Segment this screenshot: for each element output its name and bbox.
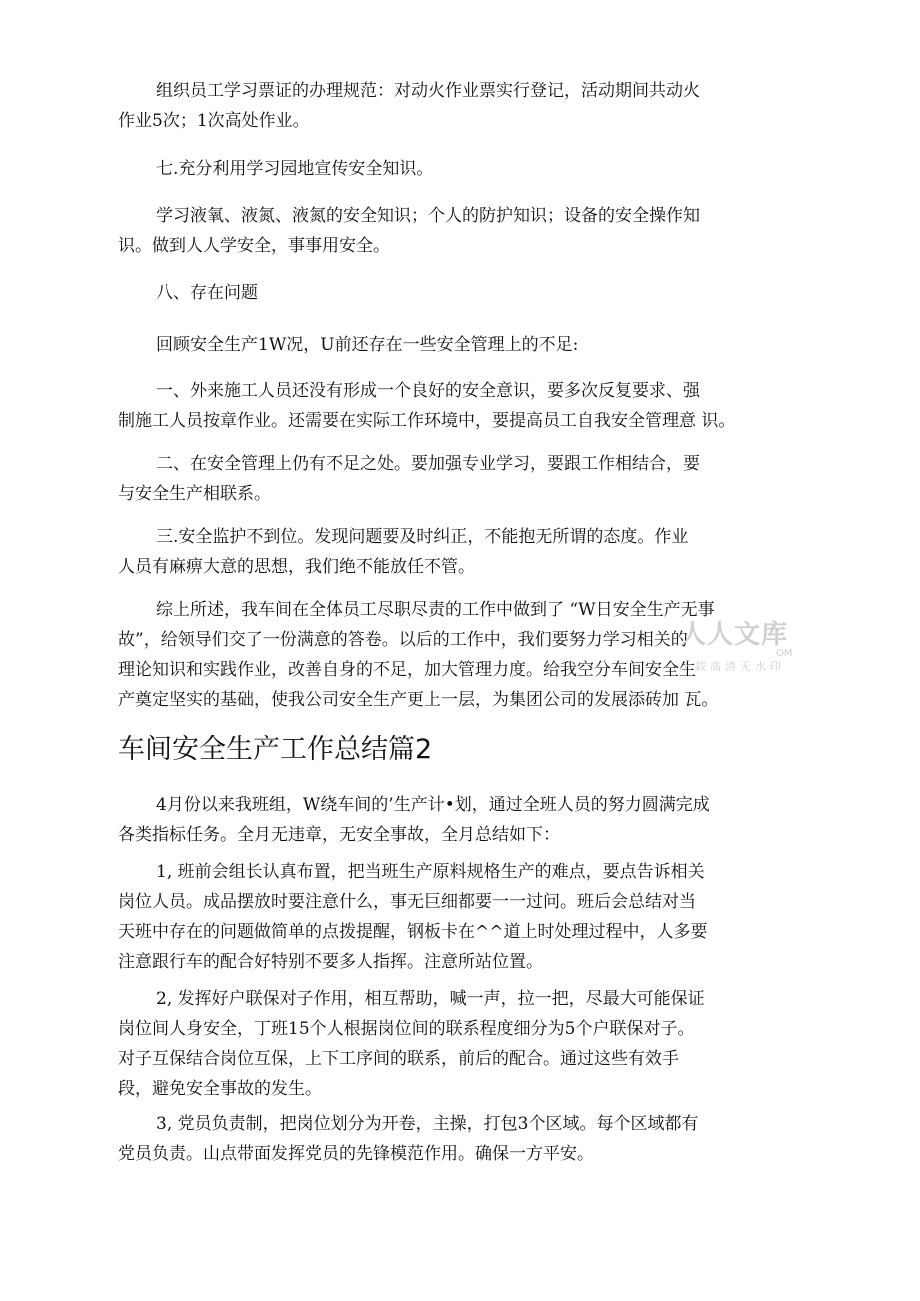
paragraph-line: 3, 党员负责制，把岗位划分为开卷，主操，打包3个区域。每个区域都有 [156, 1114, 699, 1134]
paragraph-line: 回顾安全生产1W况，U前还存在一些安全管理上的不足: [156, 335, 579, 355]
paragraph-point-one [118, 857, 798, 977]
paragraph-line: 对子互保结合岗位互保，上下工序间的联系，前后的配合。通过这些有效手 [118, 1049, 679, 1069]
paragraph-line: 党员负责。山点带面发挥党员的先锋模范作用。确保一方平安。 [118, 1144, 594, 1164]
paragraph-section-seven [118, 154, 798, 184]
paragraph-line: 1, 班前会组长认真布置，把当班生产原料规格生产的难点，要点告诉相关 [156, 862, 705, 882]
paragraph-line: 岗位人员。成品摆放时要注意什么，事无巨细都要一一过问。班后会总结对当 [118, 892, 696, 912]
paragraph-line: 产奠定坚实的基础，使我公司安全生产更上一层，为集团公司的发展添砖加 瓦。 [118, 690, 719, 710]
paragraph-line: 人员有麻痹大意的思想，我们绝不能放任不管。 [118, 557, 475, 577]
paragraph-conclusion [118, 595, 798, 715]
watermark-domain: OM [776, 648, 793, 659]
paragraph-line: 综上所述，我车间在全体员工尽职尽责的工作中做到了 “W日安全生产无事 [156, 600, 715, 620]
paragraph-section-eight [118, 278, 798, 308]
paragraph-issue-two [118, 449, 798, 509]
paragraph-line: 各类指标任务。全月无违章，无安全事故，全月总结如下： [118, 825, 560, 845]
paragraph-line: 作业5次；1次高处作业。 [118, 111, 310, 131]
paragraph-line: 七.充分利用学习园地宣传安全知识。 [156, 159, 434, 179]
paragraph-issue-one [118, 376, 798, 436]
paragraph-review [118, 330, 798, 360]
paragraph-line: 天班中存在的问题做简单的点拨提醒，钢板卡在^^道上时处理过程中，人多要 [118, 922, 708, 942]
paragraph-line: 二、在安全管理上仍有不足之处。要加强专业学习，要跟工作相结合，要 [156, 454, 700, 474]
paragraph-line: 4月份以来我班组，W绕车间的’生产计•划，通过全班人员的努力圆满完成 [156, 795, 710, 815]
paragraph-line: 三.安全监护不到位。发现问题要及时纠正，不能抱无所谓的态度。作业 [156, 527, 689, 547]
paragraph-line: 理论知识和实践作业，改善自身的不足，加大管理力度。给我空分车间安全生 [118, 660, 696, 680]
paragraph-safety-knowledge [118, 201, 798, 261]
paragraph-line: 制施工人员按章作业。还需要在实际工作环境中，要提高员工自我安全管理意 识。 [118, 411, 736, 431]
paragraph-issue-three [118, 522, 798, 582]
paragraph-line: 组织员工学习票证的办理规范：对动火作业票实行登记，活动期间共动火 [156, 81, 700, 101]
paragraph-point-two [118, 984, 798, 1104]
paragraph-intro-april [118, 790, 798, 850]
paragraph-line: 一、外来施工人员还没有形成一个良好的安全意识，要多次反复要求、强 [156, 381, 700, 401]
section-heading: 车间安全生产工作总结篇2 [118, 734, 433, 765]
watermark-title: 人人文库 [680, 620, 789, 650]
paragraph-line: 注意跟行车的配合好特别不要多人指挥。注意所站位置。 [118, 952, 543, 972]
paragraph-line: 岗位间人身安全，丁班15个人根据岗位间的联系程度细分为5个户联保对子。 [118, 1019, 695, 1039]
paragraph-line: 八、存在问题 [156, 283, 258, 303]
paragraph-line: 2, 发挥好户联保对子作用，相互帮助，喊一声，拉一把，尽最大可能保证 [156, 989, 705, 1009]
paragraph-point-three [118, 1109, 798, 1169]
paragraph-line: 与安全生产相联系。 [118, 484, 271, 504]
paragraph-line: 故”，给领导们交了一份满意的答卷。以后的工作中，我们要努力学习相关的 [118, 630, 688, 650]
paragraph-line: 学习液氧、液氮、液氮的安全知识；个人的防护知识；设备的安全操作知 [156, 206, 700, 226]
watermark-subtitle: 下载高清无水印 [680, 660, 785, 673]
paragraph-line: 识。做到人人学安全，事事用安全。 [118, 236, 390, 256]
paragraph-ticket-norms [118, 76, 798, 136]
paragraph-line: 段，避免安全事故的发生。 [118, 1079, 322, 1099]
